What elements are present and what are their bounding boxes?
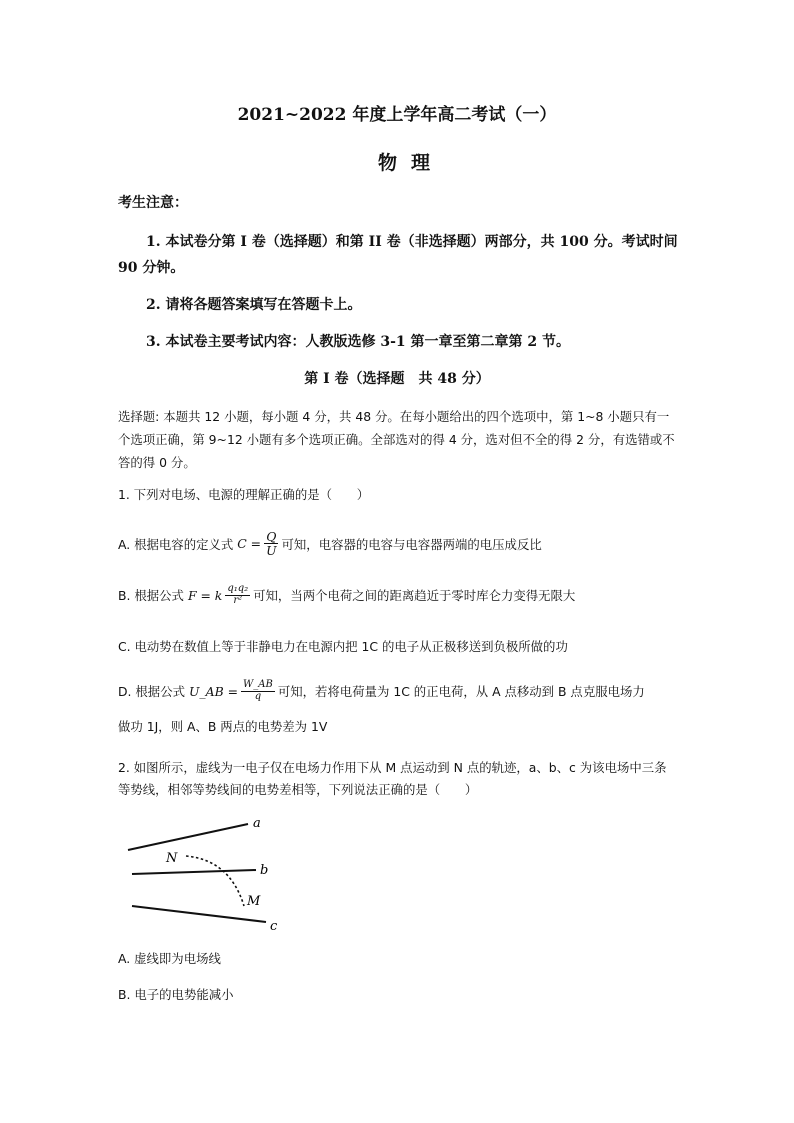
electron-trajectory: [186, 856, 244, 906]
notice-item-3: 3. 本试卷主要考试内容：人教版选修 3-1 第一章至第二章第 2 节。: [146, 334, 571, 350]
label-c: c: [270, 919, 278, 934]
option-a-suffix: 可知，电容器的电容与电容器两端的电压成反比: [281, 536, 542, 552]
part-1-title: 第 I 卷（选择题 共 48 分）: [304, 371, 490, 387]
question-2-option-b: B. 电子的电势能减小: [118, 987, 234, 1002]
option-b-formula-lhs: F = k: [187, 587, 223, 603]
option-b-numerator: q₁q₂: [227, 583, 249, 594]
option-a-formula-lhs: C =: [237, 536, 262, 552]
question-2-stem: 2. 如图所示，虚线为一电子仅在电场力作用下从 M 点运动到 N 点的轨迹，a、b、c 为该电场中三条等势线，相邻等势线间的电势差相等，下列说法正确的是（ ）: [118, 760, 667, 797]
option-a-numerator: Q: [266, 529, 277, 544]
option-a-denominator: U: [266, 543, 277, 559]
option-d-suffix: 可知，若将电荷量为 1C 的正电荷，从 A 点移动到 B 点克服电场力: [277, 684, 645, 699]
question-1-stem: 1. 下列对电场、电源的理解正确的是（ ）: [118, 487, 370, 502]
subject-title: 物理: [377, 152, 444, 174]
part-1-instructions: 选择题: 本题共 12 小题，每小题 4 分，共 48 分。在每小题给出的四个选项中，第 1~8 小题只有一个选项正确，第 9~12 小题有多个选项正确。全部选对的得 4 分，选对但不全的得 2 分，有选错或不答的得 0 分。: [118, 409, 675, 470]
option-d-numerator: W_AB: [243, 679, 273, 690]
equipotential-line-a: [128, 824, 248, 850]
option-d-denominator: q: [254, 690, 262, 702]
question-1-option-d-line-2: 做功 1J，则 A、B 两点的电势差为 1V: [118, 719, 328, 734]
option-b-suffix: 可知，当两个电荷之间的距离趋近于零时库仑力变得无限大: [253, 588, 576, 603]
equipotential-figure: [120, 810, 290, 935]
exam-title: 2021~2022 年度上学年高二考试（一）: [237, 105, 557, 125]
option-b-fraction: [225, 584, 250, 606]
label-m: M: [247, 894, 261, 909]
question-1-option-c: C. 电动势在数值上等于非静电力在电源内把 1C 的电子从正极移送到负极所做的功: [118, 639, 568, 654]
notice-item-2: 2. 请将各题答案填写在答题卡上。: [146, 297, 362, 313]
option-b-prefix: B. 根据公式: [118, 588, 184, 603]
option-d-formula-lhs: U_AB =: [188, 683, 238, 699]
notice-heading: 考生注意：: [118, 195, 188, 211]
question-1-option-a: [118, 530, 542, 557]
option-a-fraction: [264, 530, 278, 557]
option-d-fraction: [241, 680, 275, 702]
option-b-denominator: r²: [233, 594, 243, 606]
equipotential-line-b: [132, 870, 256, 874]
notice-item-1: 1. 本试卷分第 I 卷（选择题）和第 II 卷（非选择题）两部分，共 100 分。考试时间 90 分钟。: [118, 234, 678, 276]
label-n: N: [166, 851, 178, 866]
question-1-option-b: [118, 584, 575, 606]
equipotential-line-c: [132, 906, 266, 922]
option-d-prefix: D. 根据公式: [118, 684, 185, 699]
option-a-prefix: A. 根据电容的定义式: [118, 536, 234, 552]
question-1-option-d: [118, 680, 645, 702]
label-a: a: [253, 816, 261, 831]
question-2-option-a: A. 虚线即为电场线: [118, 951, 221, 966]
label-b: b: [260, 863, 269, 878]
